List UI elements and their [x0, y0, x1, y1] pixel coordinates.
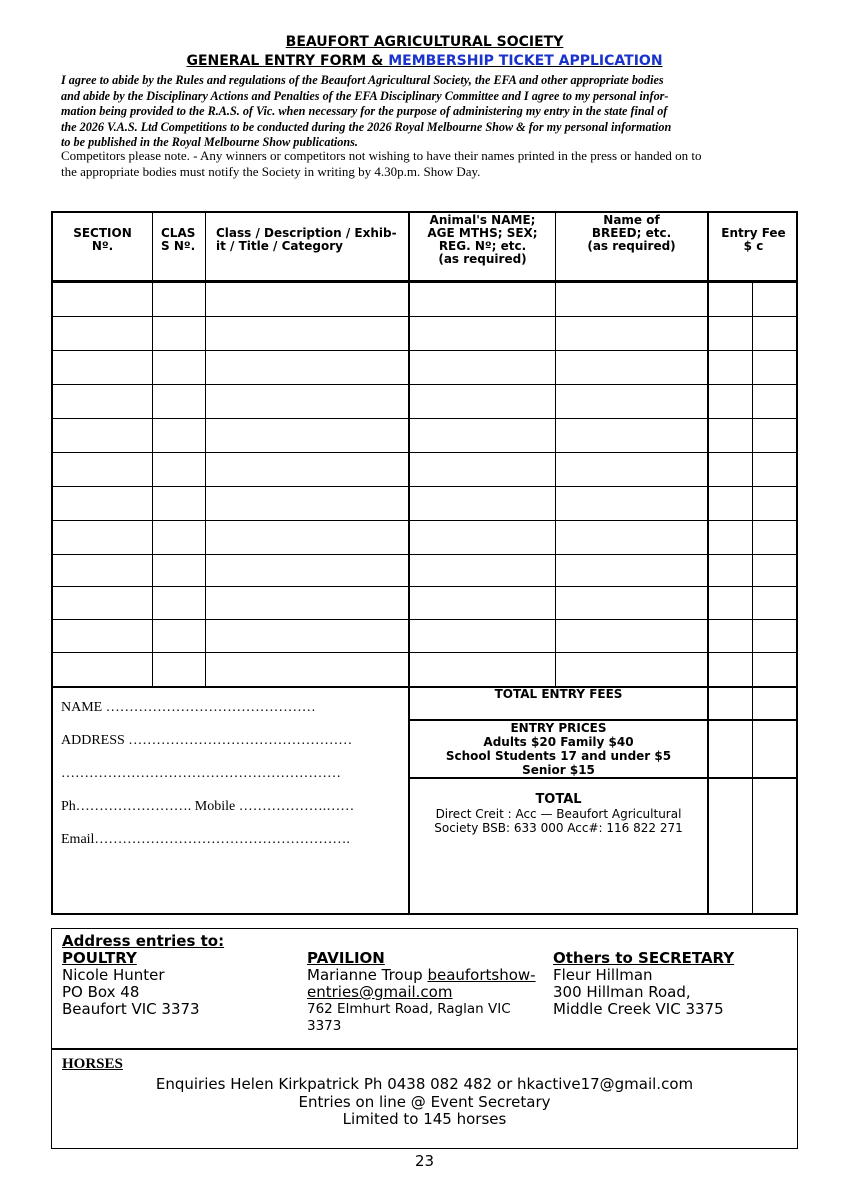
pavilion-name: Marianne Troup [307, 966, 428, 984]
pavilion-email-link-cont[interactable]: entries@gmail.com [307, 983, 453, 1001]
bank-line: Society BSB: 633 000 Acc#: 116 822 271 [434, 821, 683, 835]
entry-price-line: Senior $15 [522, 763, 595, 777]
row-line [51, 652, 798, 653]
secretary-line: 300 Hillman Road, [553, 983, 691, 1001]
pavilion-address [307, 950, 542, 1035]
horses-divider [52, 1048, 797, 1050]
header-text: REG. Nº; etc. [438, 239, 527, 253]
agreement-line: to be published in the Royal Melbourne Show publications. [61, 135, 358, 150]
row-line [51, 619, 798, 620]
row-line [51, 520, 798, 521]
header-text: Name of [603, 213, 660, 227]
row-line [51, 486, 798, 487]
membership-ticket-link[interactable]: MEMBERSHIP TICKET APPLICATION [388, 53, 663, 69]
header-description [210, 227, 406, 253]
header-text: Animal's NAME; [429, 213, 536, 227]
form-title-part1: GENERAL ENTRY FORM & [186, 53, 389, 69]
agreement-line: mation being provided to the R.A.S. of Vic. when necessary for the purpose of administering my entry in the state final of [61, 104, 668, 119]
header-text: AGE MTHS; SEX; [427, 226, 538, 240]
entry-prices [410, 721, 707, 777]
agreement-line: and abide by the Disciplinary Actions and Penalties of the EFA Disciplinary Committee and I agree to my personal infor- [61, 88, 669, 103]
entry-price-line: School Students 17 and under $5 [445, 749, 672, 763]
col-line [408, 211, 410, 687]
pavilion-title: PAVILION [307, 949, 385, 967]
horses-line: Enquiries Helen Kirkpatrick Ph 0438 082 482 or hkactive17@gmail.com [155, 1075, 694, 1093]
entry-prices-title: ENTRY PRICES [510, 721, 607, 735]
col-line [555, 211, 556, 687]
header-text: it / Title / Category [216, 239, 343, 253]
horses-info [52, 1076, 797, 1129]
agreement-text [61, 73, 786, 151]
header-text: S Nº. [161, 239, 196, 253]
name-field[interactable]: NAME ……………………………………… [61, 700, 316, 715]
secretary-address [553, 950, 734, 1018]
email-field[interactable]: Email………………………………………………. [61, 832, 350, 847]
header-entry-fee [709, 227, 798, 253]
horses-line: Limited to 145 horses [342, 1110, 507, 1128]
note-line: the appropriate bodies must notify the Society in writing by 4.30p.m. Show Day. [61, 163, 481, 179]
col-line [152, 211, 153, 687]
note-line: Competitors please note. - Any winners or competitors not wishing to have their names printed in the press or handed on to [61, 148, 702, 163]
competitors-note [61, 148, 786, 179]
header-text: $ c [743, 239, 764, 253]
header-text: CLAS [161, 226, 196, 240]
row-line [51, 554, 798, 555]
row-line [51, 384, 798, 385]
row-line [409, 777, 798, 779]
secretary-line: Fleur Hillman [553, 966, 653, 984]
secretary-line: Middle Creek VIC 3375 [553, 1000, 724, 1018]
total-title: TOTAL [535, 792, 582, 807]
address-entries-box [51, 928, 798, 1149]
header-text: Class / Description / Exhib- [216, 226, 397, 240]
header-text: Entry Fee [721, 226, 786, 240]
row-line [51, 452, 798, 453]
horses-title: HORSES [62, 1056, 123, 1072]
poultry-title: POULTRY [62, 949, 137, 967]
pavilion-email-link[interactable]: beaufortshow- [427, 966, 536, 984]
row-line [51, 586, 798, 587]
row-line [51, 350, 798, 351]
address-line2-field[interactable]: …………………………………………………… [61, 766, 341, 781]
agreement-line: I agree to abide by the Rules and regulations of the Beaufort Agricultural Society, the EFA and other appropriate bodies [61, 73, 664, 87]
page-number: 23 [414, 1152, 435, 1170]
header-class [155, 227, 205, 253]
header-divider [51, 280, 798, 283]
header-text: Nº. [91, 239, 114, 253]
col-line [752, 282, 753, 915]
pavilion-contact [307, 967, 542, 984]
bank-line: Direct Creit : Acc — Beaufort Agricultural [435, 807, 682, 821]
society-title: BEAUFORT AGRICULTURAL SOCIETY [285, 34, 564, 50]
total-payment [410, 793, 707, 835]
address-field[interactable]: ADDRESS ………………………………………… [61, 733, 353, 748]
row-line [51, 418, 798, 419]
poultry-line: PO Box 48 [62, 983, 140, 1001]
poultry-line: Nicole Hunter [62, 966, 165, 984]
agreement-line: the 2026 V.A.S. Ltd Competitions to be conducted during the 2026 Royal Melbourne Show & for my personal information [61, 119, 672, 134]
header-breed [556, 214, 707, 253]
header-text: (as required) [587, 239, 676, 253]
poultry-address [62, 933, 224, 1018]
total-entry-fees-label: TOTAL ENTRY FEES [494, 687, 623, 701]
form-title [0, 53, 849, 69]
pavilion-line: 3373 [307, 1018, 342, 1034]
header-text: BREED; etc. [591, 226, 672, 240]
secretary-title: Others to SECRETARY [553, 949, 735, 967]
poultry-line: Beaufort VIC 3373 [62, 1000, 200, 1018]
pavilion-line: 762 Elmhurt Road, Raglan VIC [307, 1001, 511, 1017]
phone-mobile-field[interactable]: Ph……………………. Mobile ……………….…… [61, 799, 355, 814]
header-section [53, 227, 152, 253]
header-text: (as required) [438, 252, 527, 266]
col-line [205, 211, 206, 687]
header-text: SECTION [73, 226, 132, 240]
row-line [51, 316, 798, 317]
header-animal [410, 214, 555, 266]
horses-line: Entries on line @ Event Secretary [298, 1092, 551, 1111]
entry-price-line: Adults $20 Family $40 [483, 735, 634, 749]
address-entries-heading: Address entries to: [62, 932, 225, 950]
